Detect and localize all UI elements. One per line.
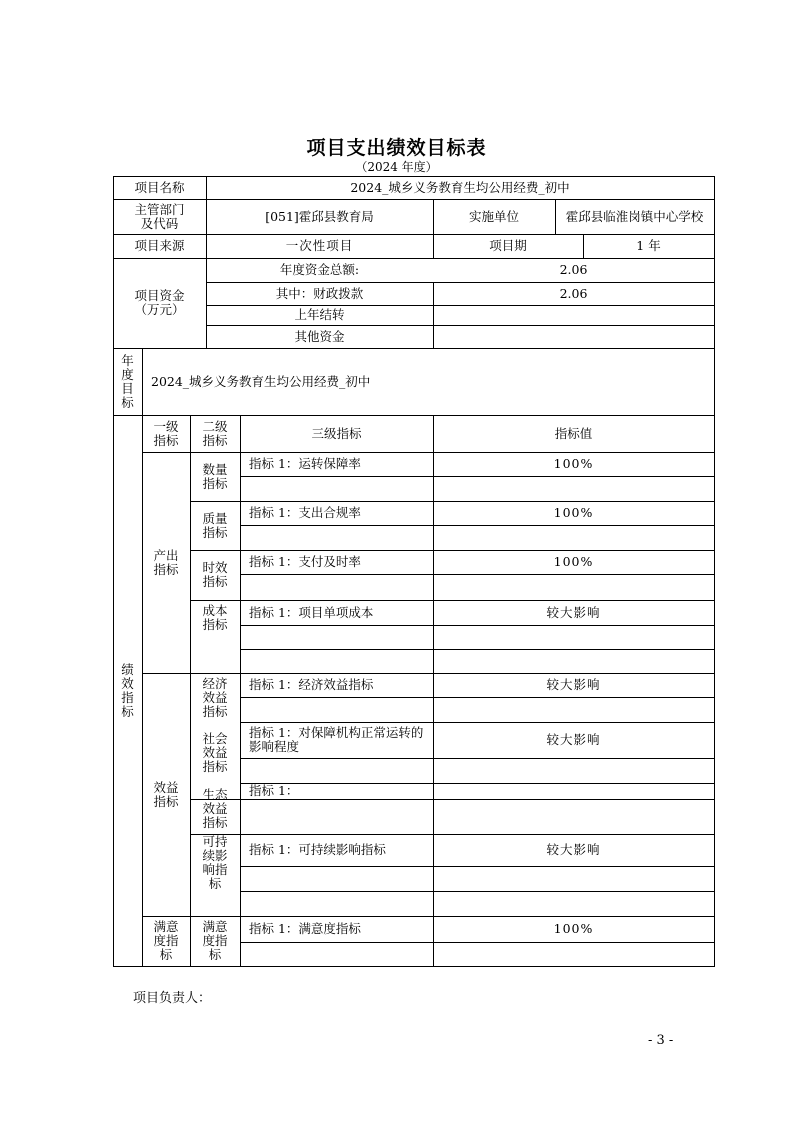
period-label-text: 项目期 — [489, 238, 527, 253]
ecological-indicator-value — [433, 783, 714, 799]
performance-indicators-label — [113, 415, 142, 966]
source-label — [113, 234, 206, 258]
economic-label — [190, 673, 240, 722]
annual-goal-value — [142, 348, 714, 415]
sustainable-label — [190, 834, 240, 891]
grid-line — [240, 476, 715, 477]
quality-label-text: 质量 指标 — [202, 510, 228, 540]
funds-fiscal-label — [206, 282, 433, 305]
satisfaction-indicator-name-text: 指标 1：满意度指标 — [249, 921, 361, 936]
impl-unit-value-text: 霍邱县临淮岗镇中心学校 — [565, 208, 704, 224]
quality-indicator-value — [433, 501, 714, 525]
grid-line — [240, 525, 715, 526]
grid-line — [113, 966, 715, 967]
grid-line — [240, 866, 715, 867]
funds-carry-label — [206, 305, 433, 325]
quality-indicator-value-text: 100% — [553, 505, 594, 520]
page-subtitle: （2024 年度） — [355, 160, 438, 174]
impl-unit-label — [433, 199, 555, 234]
funds-other-value — [433, 325, 714, 348]
timeliness-indicator-value — [433, 550, 714, 574]
social-indicator-name — [240, 722, 433, 758]
cost-indicator-name-text: 指标 1：项目单项成本 — [249, 604, 374, 620]
funds-label-text: 项目资金 （万元） — [134, 288, 185, 317]
funds-fiscal-value — [433, 282, 714, 305]
funds-fiscal-value-text: 2.06 — [559, 285, 588, 301]
economic-indicator-name — [240, 673, 433, 697]
output-indicators-label — [142, 452, 190, 673]
period-label — [433, 234, 583, 258]
economic-indicator-name-text: 指标 1：经济效益指标 — [249, 677, 374, 692]
sustainable-label-text: 可持 续影 响指 标 — [202, 833, 228, 891]
sustainable-indicator-name-text: 指标 1：可持续影响指标 — [249, 842, 386, 857]
impl-unit-label-text: 实施单位 — [468, 208, 519, 224]
source-label-text: 项目来源 — [134, 238, 185, 253]
social-indicator-name-text: 指标 1：对保障机构正常运转的影响程度 — [249, 725, 424, 754]
funds-total-value — [433, 258, 714, 282]
ecological-indicator-name — [240, 783, 433, 799]
ecological-label-text: 生态 效益 指标 — [202, 786, 228, 830]
funds-total-label — [206, 258, 433, 282]
performance-indicators-label-text: 绩 效 指 标 — [121, 661, 134, 719]
project-name-label-text: 项目名称 — [134, 179, 185, 195]
sustainable-indicator-name — [240, 834, 433, 866]
page-number: - 3 - — [648, 1033, 674, 1048]
period-value — [583, 234, 714, 258]
dept-value — [206, 199, 433, 234]
project-name-value — [206, 176, 714, 199]
funds-other-label — [206, 325, 433, 348]
cost-indicator-value — [433, 600, 714, 625]
quantity-indicator-name-text: 指标 1：运转保障率 — [249, 456, 361, 471]
quantity-label — [190, 452, 240, 501]
source-value-text: 一次性项目 — [285, 238, 354, 253]
annual-goal-label — [113, 348, 142, 415]
cost-label — [190, 600, 240, 673]
project-lead-label: 项目负责人： — [133, 991, 212, 1006]
quantity-indicator-value — [433, 452, 714, 476]
funds-total-label-text: 年度资金总额: — [279, 262, 360, 277]
grid-line — [714, 176, 715, 967]
benefit-indicators-label — [142, 673, 190, 916]
impl-unit-value — [555, 199, 714, 234]
quantity-indicator-name — [240, 452, 433, 476]
cost-indicator-name — [240, 600, 433, 625]
grid-line — [240, 625, 715, 626]
funds-carry-value — [433, 305, 714, 325]
grid-line — [190, 799, 715, 800]
social-indicator-value-text: 较大影响 — [546, 732, 601, 747]
satisfaction-sub-label — [190, 916, 240, 966]
source-value — [206, 234, 433, 258]
level3-header — [240, 415, 433, 452]
timeliness-indicator-name — [240, 550, 433, 574]
output-indicators-label-text: 产出 指标 — [153, 547, 179, 577]
level2-header — [190, 415, 240, 452]
level1-header — [142, 415, 190, 452]
quality-label — [190, 501, 240, 550]
sustainable-indicator-value-text: 较大影响 — [546, 842, 601, 857]
funds-fiscal-label-text: 其中：财政拨款 — [275, 285, 364, 301]
level2-header-text: 二级 指标 — [202, 418, 228, 448]
annual-goal-value-text: 2024_城乡义务教育生均公用经费_初中 — [151, 373, 371, 389]
grid-line — [240, 697, 715, 698]
grid-line — [240, 649, 715, 650]
dept-label-text: 主管部门 及代码 — [134, 201, 185, 231]
sustainable-indicator-value — [433, 834, 714, 866]
quantity-indicator-value-text: 100% — [553, 456, 594, 471]
economic-indicator-value — [433, 673, 714, 697]
satisfaction-sub-label-text: 满意 度指 标 — [202, 919, 228, 962]
ecological-label — [190, 783, 240, 834]
satisfaction-indicator-value — [433, 916, 714, 942]
grid-line — [240, 574, 715, 575]
satisfaction-indicator-name — [240, 916, 433, 942]
value-header-text: 指标值 — [554, 425, 593, 441]
funds-carry-label-text: 上年结转 — [294, 307, 345, 322]
grid-line — [240, 942, 715, 943]
page-title: 项目支出绩效目标表 — [306, 137, 487, 159]
value-header — [433, 415, 714, 452]
dept-value-text: [051]霍邱县教育局 — [265, 208, 374, 224]
social-label — [190, 722, 240, 783]
level3-header-text: 三级指标 — [311, 425, 362, 441]
period-value-text: 1 年 — [636, 238, 661, 253]
cost-indicator-value-text: 较大影响 — [546, 604, 601, 620]
social-label-text: 社会 效益 指标 — [202, 730, 228, 774]
timeliness-indicator-name-text: 指标 1：支付及时率 — [249, 554, 361, 569]
social-indicator-value — [433, 722, 714, 758]
dept-label — [113, 199, 206, 234]
funds-label — [113, 258, 206, 348]
satisfaction-indicators-label-text: 满意 度指 标 — [153, 919, 179, 962]
economic-label-text: 经济 效益 指标 — [202, 675, 228, 719]
timeliness-label — [190, 550, 240, 600]
quality-indicator-name-text: 指标 1：支出合规率 — [249, 505, 361, 520]
satisfaction-indicators-label — [142, 916, 190, 966]
annual-goal-label-text: 年 度 目 标 — [121, 352, 134, 410]
grid-line — [240, 758, 715, 759]
quality-indicator-name — [240, 501, 433, 525]
quantity-label-text: 数量 指标 — [202, 461, 228, 491]
timeliness-label-text: 时效 指标 — [202, 560, 228, 589]
project-name-label — [113, 176, 206, 199]
project-name-value-text: 2024_城乡义务教育生均公用经费_初中 — [350, 179, 570, 195]
level1-header-text: 一级 指标 — [153, 418, 179, 448]
cost-label-text: 成本 指标 — [202, 603, 228, 632]
satisfaction-indicator-value-text: 100% — [553, 921, 594, 936]
funds-total-value-text: 2.06 — [559, 262, 588, 277]
funds-other-label-text: 其他资金 — [294, 328, 345, 344]
economic-indicator-value-text: 较大影响 — [546, 677, 601, 692]
ecological-indicator-name-text: 指标 1： — [249, 783, 299, 798]
timeliness-indicator-value-text: 100% — [553, 554, 594, 569]
grid-line — [240, 891, 715, 892]
benefit-indicators-label-text: 效益 指标 — [153, 779, 179, 809]
